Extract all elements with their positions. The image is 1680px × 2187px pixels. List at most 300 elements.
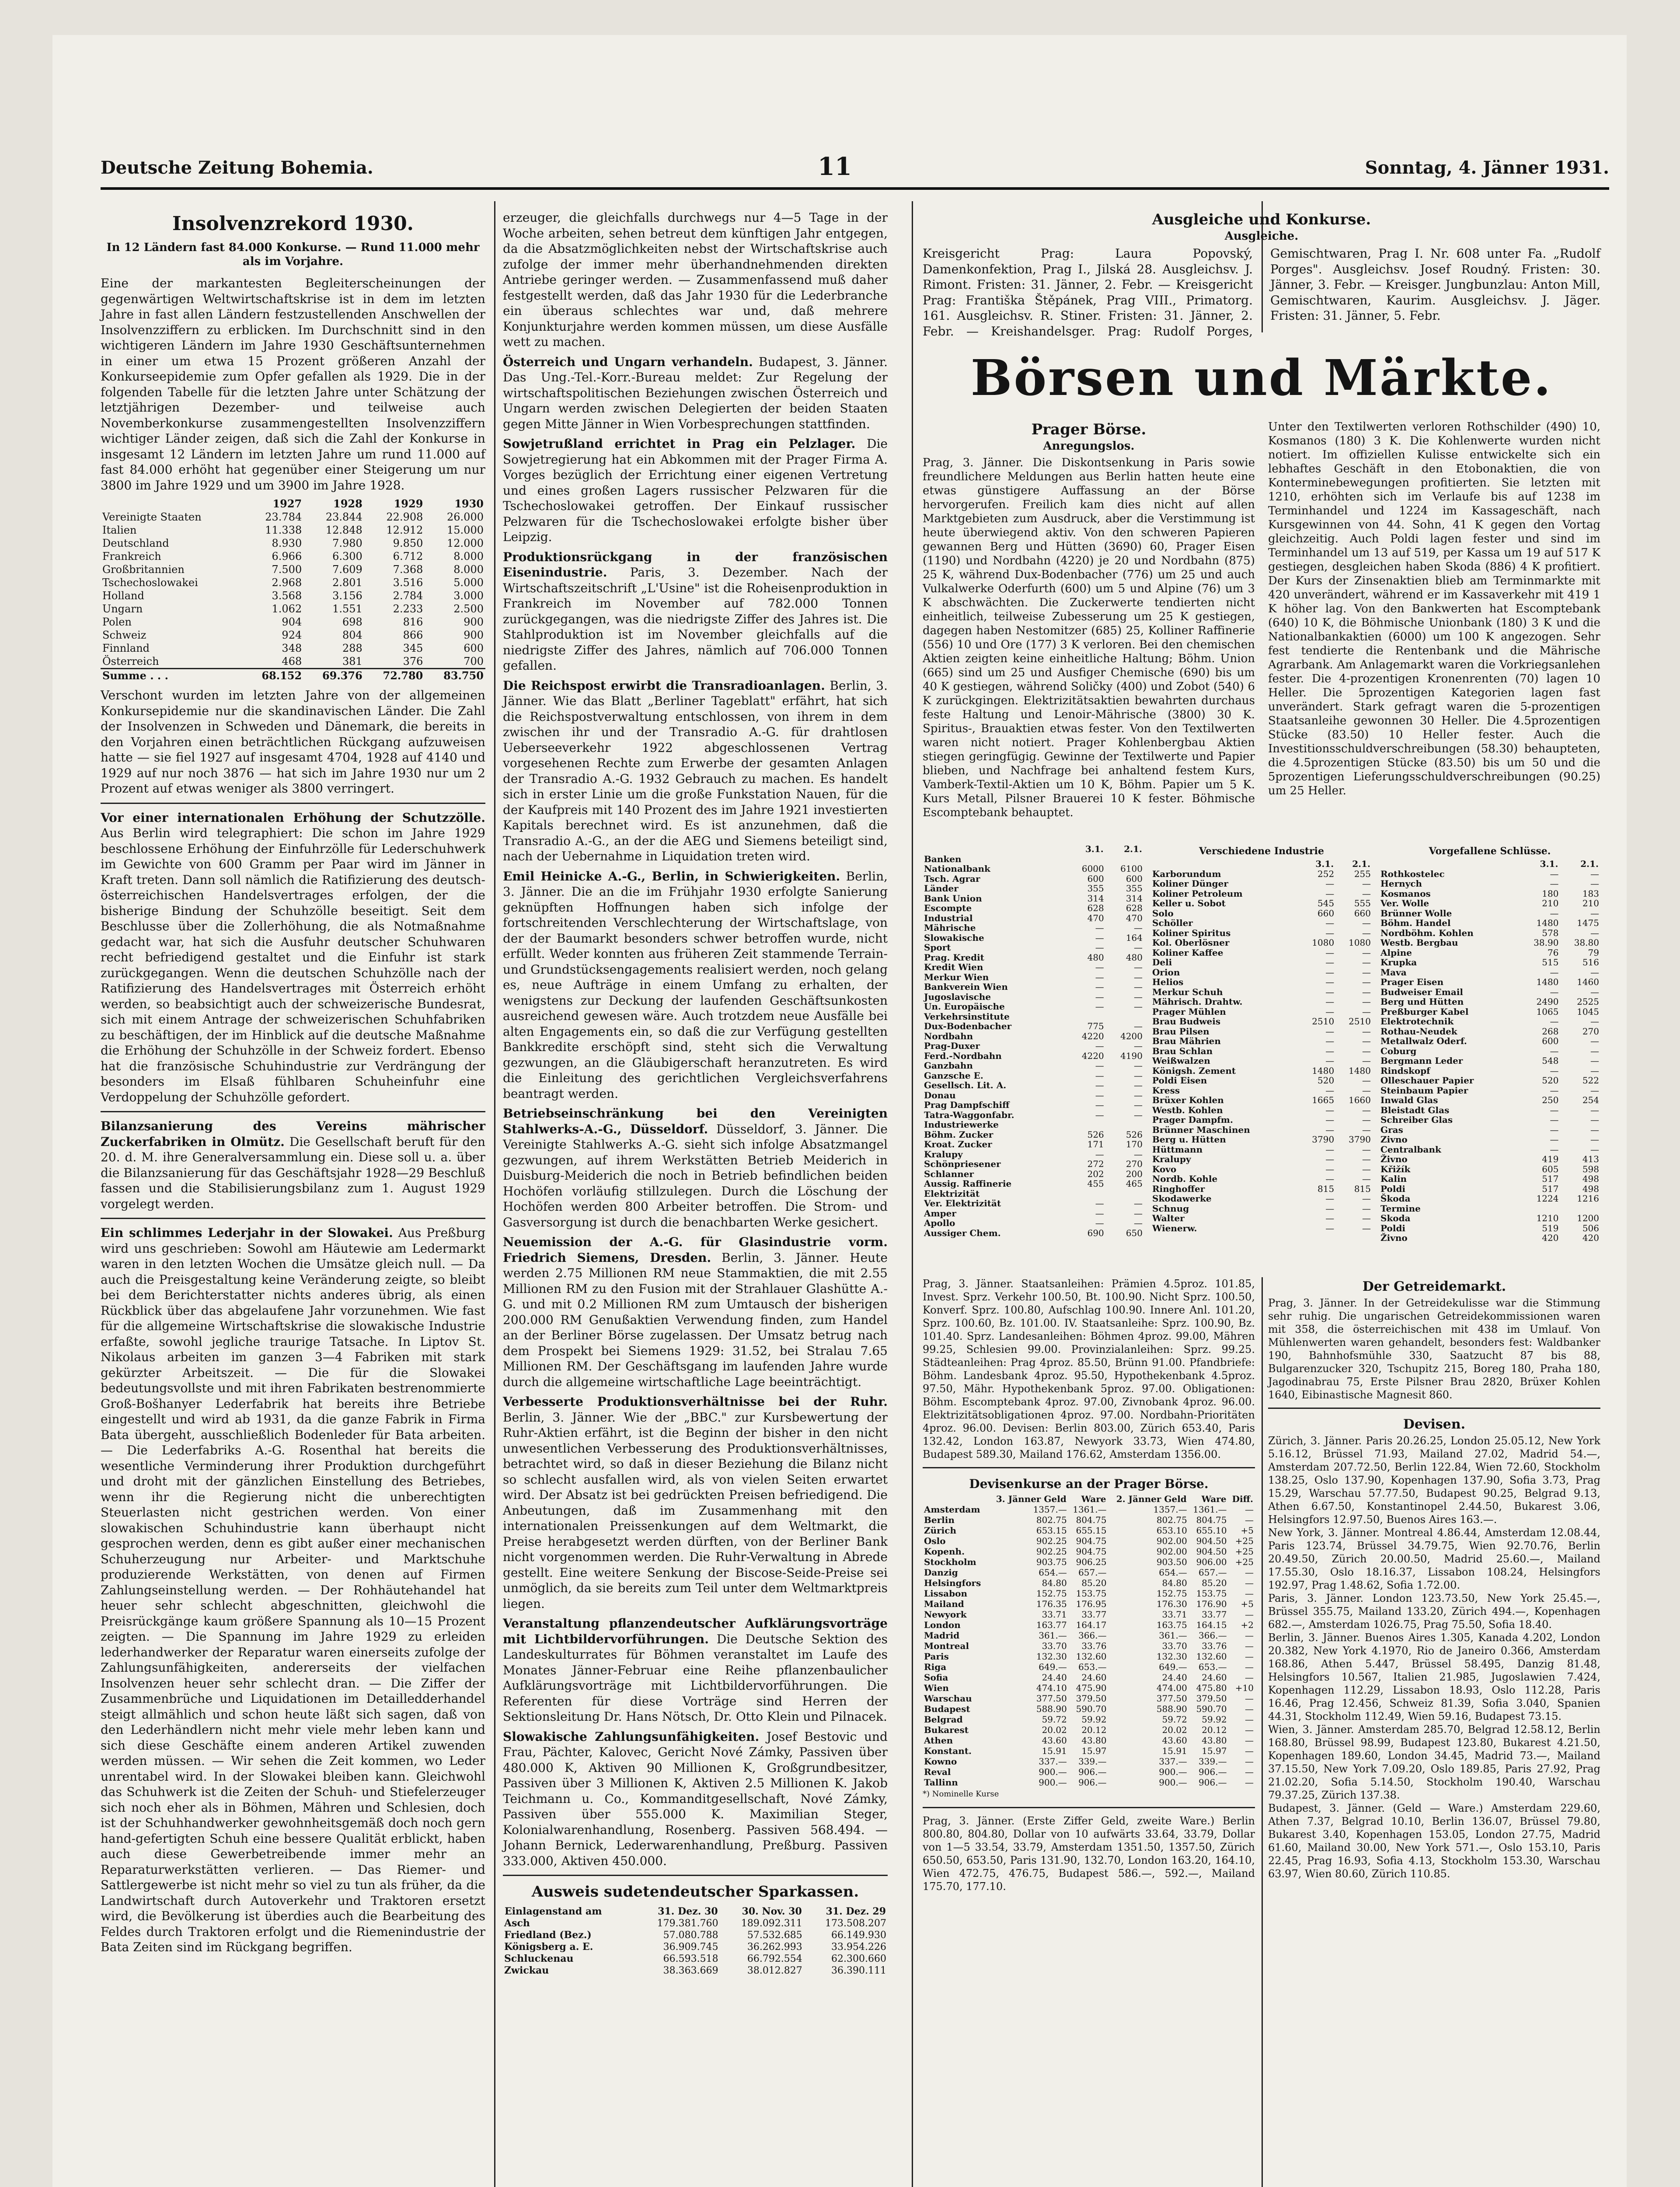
stock-table-banks	[923, 844, 1144, 1238]
table-cell: —	[1590, 967, 1599, 978]
article-paragraph: Prag, 3. Jänner. Die Diskontsenkung in Paris sowie freundlichere Meldungen aus Berlin hatten heute eine etwas günstigere Auffassung an der Börse hervorgerufen. Freilich kam dies nicht auf allen Marktgebieten zum Ausdruck, aber die Verstimmung ist heute überwiegend aktiv. Von den schweren Papieren gewannen Berg und Hütten (3690) 60, Prager Eisen (1190) und Nordbahn (4220) je 20 und Nordbahn (875) 25 K, während Dux-Bodenbacher (776) um 25 und auch Vulkalwerke Oderfurth (600) um 5 und Alpine (76) um 3 K abschwächten. Die Zuckerwerte tendierten nicht einheitlich, teilweise Zubesserung um 25 K gestiegen, dagegen haben Nestomitzer (685) 25, Kolliner Raffinerie (556) 10 und Ore (177) 3 K verloren. Bei den chemischen Aktien zeigten keine einheitliche Haltung; Böhm. Union (665) sind um 25 und Ausfiger Chemische (690) bis um 40 K gestiegen, während Soličky (400) und Zobot (540) 6 K zurückgingen. Elektrizitätsaktien bewahrten durchaus feste Haltung und Lenoir-Mährische (3800) 30 K. Spiritus-, Brauaktien etwas fester. Von den Textilwerten waren nicht notiert. Prager Kohlenbergbau Aktien stiegen geringfügig. Gewinne der Textilwerte und Papier blieben, und Nachfrage bei anhaltend festem Kurs, Vamberk-Textil-Aktien um 10 K, Böhm. Papier um 5 K. Kurs Metall, Pilsner Brauerei 10 K fester. Böhmische Escomptebank behauptet.	[923, 456, 1255, 819]
row-label: Newyork	[924, 1609, 967, 1620]
table-row	[923, 1090, 1144, 1100]
section-title: Der Getreidemarkt.	[1362, 1279, 1506, 1294]
table-cell: —	[1095, 1080, 1104, 1090]
sparkassen-table	[503, 1906, 888, 1977]
article-paragraph: Zürich, 3. Jänner. Paris 20.26.25, London 25.05.12, New York 5.16.12, Brüssel 71.93, Mailand 27.02, Madrid 54.—, Amsterdam 207.72.50, Berlin 122.84, Wien 72.60, Stockholm 138.25, Oslo 137.90, Kopenhagen 137.90, Sofia 3.73, Prag 15.29, Warschau 57.77.50, Budapest 90.25, Belgrad 9.13, Athen 6.67.50, Konstantinopel 2.44.50, Bukarest 3.06, Helsingfors 12.97.50, Buenos Aires 163.—. New York, 3. Jänner. Montreal 4.86.44, Amsterdam 12.08.44, Paris 123.74, Brüssel 34.79.75, Wien 92.70.76, Berlin 20.49.50, Zürich 20.00.50, Madrid 25.60.—, Mailand 17.55.30, Oslo 18.16.37, Lissabon 108.24, Helsingfors 192.97, Prag 1.48.62, Sofia 1.72.00. Paris, 3. Jänner. London 123.73.50, New York 25.45.—, Brüssel 355.75, Mailand 133.20, Zürich 494.—, Kopenhagen 682.—, Amsterdam 1026.75, Prag 75.50, Sofia 18.40. Berlin, 3. Jänner. Buenos Aires 1.305, Kanada 4.202, London 20.382, New York 4.1970, Rio de Janeiro 0.366, Amsterdam 168.86, Athen 5.447, Brüssel 58.495, Danzig 81.48, Helsingfors 10.567, Italien 21.985, Jugoslawien 7.424, Kopenhagen 112.29, Lissabon 18.93, Oslo 112.28, Paris 16.46, Prag 12.456, Schweiz 81.39, Sofia 3.040, Spanien 44.31, Stockholm 112.49, Wien 59.16, Budapest 73.15. Wien, 3. Jänner. Amsterdam 285.70, Belgrad 12.58.12, Berlin 168.80, Brüssel 98.99, Budapest 123.80, Bukarest 4.21.50, Kopenhagen 189.60, London 34.45, Madrid 73.—, Mailand 37.15.50, New York 7.09.20, Oslo 189.85, Paris 27.92, Prag 21.02.20, Sofia 5.14.50, Stockholm 190.40, Warschau 79.37.25, Zürich 137.38. Budapest, 3. Jänner. (Geld — Ware.) Amsterdam 229.60, Athen 7.37, Belgrad 10.10, Berlin 136.07, Brüssel 79.80, Bukarest 3.40, Kopenhagen 153.05, London 27.75, Madrid 61.60, Mailand 30.00, New York 571.—, Oslo 153.10, Paris 22.45, Prag 16.93, Sofia 4.13, Stockholm 153.30, Warschau 63.97, Wien 80.60, Zürich 110.85.	[1268, 1435, 1600, 1880]
table-row	[923, 1525, 1255, 1536]
table-cell: 171	[1087, 1139, 1104, 1149]
column-header	[923, 844, 1067, 854]
grain-and-fx-block	[1268, 1277, 1600, 1885]
table-cell: 520	[1542, 1075, 1559, 1086]
table-cell: —	[1325, 888, 1335, 899]
table-row	[1379, 908, 1600, 919]
row-label: Österreich	[102, 655, 159, 667]
row-label: Asch	[504, 1918, 530, 1929]
table-cell: 545	[1318, 898, 1335, 908]
table-cell: —	[1095, 1070, 1104, 1081]
row-label: Weißwalzen	[1152, 1055, 1210, 1066]
table-cell: 164.17	[1076, 1620, 1107, 1630]
table-cell: —	[1325, 1213, 1335, 1223]
table-cell: —	[1134, 1100, 1143, 1110]
row-label: Brünner Maschinen	[1152, 1124, 1250, 1135]
row-label: Helsingfors	[924, 1578, 981, 1588]
article-paragraph: Die Sowjetregierung hat ein Abkommen mit der Prager Firma A. Vorges bezüglich der Errichtung einer eigenen Vertretung und eines großen Lagers russischer Pelzwaren für die Tschechoslowakei getroffen. Der Einkauf russischer Pelzwaren für die Tschechoslowakei erfolgte bisher über Leipzig.	[503, 437, 888, 544]
section-divider	[101, 1218, 485, 1219]
table-header-row	[923, 1494, 1255, 1504]
row-label: Skoda	[1380, 1213, 1411, 1223]
table-cell: —	[1325, 1163, 1335, 1174]
table-cell: 12.848	[325, 524, 362, 536]
table-cell: 2.233	[393, 603, 423, 615]
table-cell: —	[1245, 1662, 1254, 1672]
table-cell: 59.72	[1042, 1714, 1067, 1725]
table-row	[1151, 1164, 1372, 1174]
table-cell: 79	[1588, 947, 1599, 958]
table-cell: —	[1095, 1041, 1104, 1051]
row-label: Rothau-Neudek	[1380, 1026, 1457, 1037]
row-label: Deutschland	[102, 537, 169, 549]
table-row	[1379, 1036, 1600, 1046]
table-cell: 8.000	[453, 550, 484, 562]
table-cell: 804.75	[1196, 1515, 1227, 1525]
row-label: Bleistadt Glas	[1380, 1104, 1450, 1115]
table-cell: —	[1095, 922, 1104, 933]
table-row	[923, 894, 1144, 904]
table-cell: —	[1362, 878, 1371, 889]
row-label: Kredit Wien	[924, 962, 983, 972]
table-row	[503, 1953, 888, 1965]
table-cell: 38.363.669	[663, 1965, 718, 1976]
table-cell: 33.70	[1162, 1641, 1187, 1651]
table-cell: 38.012.827	[747, 1965, 802, 1976]
column-header: Ware	[1201, 1494, 1227, 1504]
section-divider	[101, 803, 485, 804]
table-cell: —	[1325, 1036, 1335, 1046]
row-label: Italien	[102, 524, 137, 536]
table-cell: 3.000	[453, 590, 484, 602]
row-label: Alpine	[1380, 947, 1412, 958]
row-label: Ringhoffer	[1152, 1183, 1205, 1194]
table-cell: 1200	[1577, 1213, 1599, 1223]
table-cell: —	[1550, 1016, 1559, 1027]
table-cell: —	[1325, 1174, 1335, 1184]
table-cell: 475.80	[1196, 1683, 1227, 1693]
table-row	[1379, 1164, 1600, 1174]
row-label: Kovo	[1152, 1163, 1177, 1174]
table-cell: 2490	[1536, 996, 1559, 1007]
table-cell: 8.000	[453, 563, 484, 576]
section-divider	[101, 1111, 485, 1112]
section-title: Ausgleiche und Konkurse.	[1152, 211, 1371, 228]
table-cell: 924	[282, 629, 302, 641]
table-cell: 653.10	[1156, 1525, 1187, 1536]
column-header	[101, 497, 243, 510]
table-row	[1151, 1076, 1372, 1086]
table-cell: 5.000	[453, 576, 484, 589]
row-label: Stockholm	[924, 1557, 976, 1567]
table-cell: 33.71	[1162, 1609, 1187, 1620]
table-row	[923, 1110, 1144, 1120]
table-cell: 152.75	[1156, 1588, 1187, 1599]
row-label: Konstant.	[924, 1746, 972, 1756]
table-cell: —	[1095, 962, 1104, 972]
table-cell: 183	[1582, 888, 1599, 899]
table-cell: 815	[1318, 1183, 1335, 1194]
table-cell: 2.784	[393, 590, 423, 602]
table-cell: 59.72	[1162, 1714, 1187, 1725]
table-row	[923, 1672, 1255, 1683]
article-paragraph: Budapest, 3. Jänner. Das Ung.-Tel.-Korr.-Bureau meldet: Zur Regelung der wirtschaftspolitischen Beziehungen zwischen Österreich und Ungarn werden zwischen Delegierten der beiden Staaten gegen Mitte Jänner in Wien Vorbesprechungen stattfinden.	[503, 354, 888, 431]
table-cell: 68.152	[243, 669, 304, 683]
row-label: Ganzbahn	[924, 1060, 973, 1071]
table-cell: 802.75	[1156, 1515, 1187, 1525]
table-cell: —	[1095, 991, 1104, 1002]
sparkassen-title: Ausweis sudetendeutscher Sparkassen.	[531, 1883, 859, 1901]
table-row	[923, 1228, 1144, 1238]
table-header-row	[503, 1906, 888, 1918]
table-row	[923, 1100, 1144, 1110]
table-cell: 66.149.930	[831, 1930, 886, 1941]
section-title: Prager Börse.	[1031, 421, 1147, 438]
table-cell: 33.70	[1042, 1641, 1067, 1651]
table-cell: —	[1134, 1070, 1143, 1081]
row-label: Preßburger Kabel	[1380, 1006, 1469, 1017]
table-cell: —	[1325, 1144, 1335, 1155]
table-cell: 904.75	[1076, 1546, 1107, 1557]
table-cell: 20.02	[1042, 1725, 1067, 1735]
section-title: Die Reichspost erwirbt die Transradioanlagen.	[503, 678, 825, 693]
table-cell: —	[1095, 932, 1104, 943]
table-cell: 2.500	[453, 603, 484, 615]
markets-title-block	[923, 350, 1600, 407]
row-label: Prag. Kredit	[924, 952, 984, 963]
table-cell: 2.801	[332, 576, 362, 589]
row-label: Elektrotechnik	[1380, 1016, 1454, 1027]
row-label: Rindskopf	[1380, 1065, 1430, 1076]
table-row	[1151, 1174, 1372, 1184]
row-label: Nordböhm. Kohlen	[1380, 927, 1474, 938]
table-row	[101, 642, 485, 655]
row-label: Kralupy	[924, 1149, 963, 1160]
table-cell: 517	[1542, 1174, 1559, 1184]
table-cell: —	[1095, 1001, 1104, 1012]
article-paragraph: Berlin, 3. Jänner. Wie das Blatt „Berliner Tageblatt" erfährt, hat sich die Reichspostverwaltung entschlossen, von ihrem in dem zwischen ihr und der Transradio A.-G. für drahtlosen Ueberseeverkehr 1922 abgeschlossenen Vertrag vorgesehenen Rechte zum Erwerbe der gesamten Anlagen der Transradio A.-G. 1932 Gebrauch zu machen. Es handelt sich in erster Linie um die große Funkstation Nauen, für die der Kaufpreis mit 140 Prozent des im Jahre 1921 investierten Kapitals berechnet wird. Es ist anzunehmen, daß die Transradio A.-G., an der die AEG und Siemens beteiligt sind, nach der Uebernahme in Liquidation treten wird.	[503, 678, 888, 863]
table-cell: —	[1325, 996, 1335, 1007]
table-cell: 2510	[1312, 1016, 1335, 1027]
table-cell: 379.50	[1076, 1693, 1107, 1704]
table-cell: —	[1325, 1085, 1335, 1096]
row-label: Koliner Spiritus	[1152, 927, 1231, 938]
table-cell: —	[1095, 1109, 1104, 1120]
table-cell: 653.15	[1036, 1525, 1067, 1536]
table-row	[923, 1515, 1255, 1525]
table-row	[1379, 928, 1600, 938]
table-cell: —	[1590, 1055, 1599, 1066]
table-cell: —	[1590, 1124, 1599, 1135]
table-row	[1379, 1135, 1600, 1145]
row-label: Krupka	[1380, 957, 1417, 968]
row-label: Summe . . .	[101, 669, 243, 683]
table-row	[923, 1683, 1255, 1693]
table-cell: 4220	[1081, 1031, 1104, 1041]
row-label: Belgrad	[924, 1714, 963, 1725]
table-cell: 628	[1087, 903, 1104, 913]
table-cell: 43.80	[1202, 1735, 1227, 1746]
table-cell	[1105, 1012, 1144, 1022]
table-cell: 655.15	[1076, 1525, 1107, 1536]
row-label: Dux-Bodenbacher	[924, 1021, 1012, 1031]
row-label: Coburg	[1380, 1045, 1417, 1056]
table-cell: 653.—	[1199, 1662, 1227, 1672]
devisen-table	[923, 1494, 1255, 1788]
page-number: 11	[818, 152, 852, 181]
table-cell: 1080	[1312, 937, 1335, 948]
table-cell: 57.080.788	[663, 1930, 718, 1941]
article-paragraph: Aus Preßburg wird uns geschrieben: Sowohl am Häutewie am Ledermarkt waren in den letzten Wochen die Umsätze gleich null. — Da auch die Preisgestaltung keine Veränderung zeigte, so bleibt bei dem Berichterstatter nichts anderes übrig, als einen Rückblick über das abgelaufene Jahr vorzunehmen. Wie fast für die allgemeine Wirtschaftskrise die slowakische Industrie erfaßte, sowohl jegliche traurige Tatsache. In Liptov St. Nikolaus arbeiten im ganzen 3—4 Fabriken mit stark gekürzter Arbeitszeit. — Die für die Slowakei bedeutungsvollste und mit ihren Fabrikaten bestrenommierte Groß-Bošhanyer Lederfabrik hat bereits ihre Betriebe eingestellt und wird ab 1931, da die ganze Fabrik in Firma Bata übergeht, ausschließlich Bodenleder für Bata arbeiten. — Die Lederfabriks A.-G. Rosenthal hat bereits die wesentliche Verminderung ihrer Produktion durchgeführt und droht mit der gänzlichen Einstellung des Betriebes, wenn ihr die Regierung nicht die unberechtigten Steuerlasten nicht gestrichen werden. Von einer slowakischen Schuhindustrie kann überhaupt nicht gesprochen werden, denn es gibt außer einer mechanischen Schuherzeugung nur Arbeiter- und Marktschuhe produzierende Werkstätten, von denen auf Firmen Zahlungseinstellung werden. — Der Rohhäutehandel hat heuer sehr schlecht abgeschnitten, gleichwohl die Preisrückgänge kaum größere Spannung als 10—15 Prozent zeigten. — Die Spannung im Jahre 1929 zu erleiden lederhandwerker der Reparatur waren einerseits zufolge der Zahlungsunfähigkeiten, andererseits der vielfachen Insolvenzen heuer sehr schlecht dran. — Die Ziffer der Zusammenbrüche und Liquidationen im Detailledderhandel steigt allmählich und schon heute läßt sich sagen, daß von den Lederhändlern nicht mehr viele mehr leben kann und sich diese Geschäfte einem anderen Artikel zuwenden werden müssen. — Wir sehen die Zeit kommen, wo Leder unrentabel wird. In der Slowakei bleiben kann. Gleichwohl das Schuhwerk ist die Zeiten der Schuh- und Stiefelerzeuger sich noch eher als in Böhmen, Mähren und Schlesien, doch ist der Schuhhandwerker gewohnheitsgemäß doch noch gern hand-gefertigten Schuh eine bessere Qualität erblickt, haben auch diese Gewerbetreibende immer mehr an Reparaturwerkstätten verlieren. — Das Riemer- und Sattlergewerbe ist nicht mehr so viel zu tun als früher, da die Landwirtschaft durch Autoverkehr und Traktoren ersetzt wird, die Bevölkerung ist überdies auch die Bearbeitung des Feldes durch Traktoren erfolgt und die Riemenindustrie der Bata Zeiten sind im Rückgang begriffen.	[101, 1226, 485, 1954]
table-cell: 36.909.745	[663, 1942, 718, 1953]
table-cell: +10	[1235, 1683, 1254, 1693]
table-cell: 381	[342, 655, 362, 667]
table-cell: 20.02	[1162, 1725, 1187, 1735]
table-cell: 66.792.554	[747, 1953, 802, 1964]
section-title: Verbesserte Produktionsverhältnisse bei der Ruhr.	[503, 1394, 888, 1409]
row-label: Bank Union	[924, 893, 982, 904]
table-cell: 210	[1582, 898, 1599, 908]
table-row	[1379, 898, 1600, 908]
table-row	[923, 953, 1144, 963]
row-label: Schlanner	[924, 1168, 974, 1179]
table-cell: 176.35	[1036, 1599, 1067, 1609]
table-cell: 20.12	[1081, 1725, 1107, 1735]
row-label: Prager Eisen	[1380, 977, 1444, 987]
table-cell: +25	[1235, 1536, 1254, 1546]
section-title: Neuemission der A.-G. für Glasindustrie vorm. Friedrich Siemens, Dresden.	[503, 1235, 888, 1265]
article-paragraph: erzeuger, die gleichfalls durchwegs nur 4—5 Tage in der Woche arbeiten, sehen betreut dem künftigen Jahr entgegen, da die Absatzmöglichkeiten nebst der Wirtschaftskrise auch zufolge der immer mehr überhandnehmenden direkten Antriebe geringer werden. — Zusammenfassend muß daher festgestellt werden, daß das Jahr 1930 für die Lederbranche ein überaus schlechtes war und, daß mehrere Konjunkturjahre werden kommen müssen, um diese Ausfälle wett zu machen.	[503, 210, 888, 349]
article-paragraph: Aus Berlin wird telegraphiert: Die schon im Jahre 1929 beschlossene Erhöhung der Einfuhrzölle für Lederschuhwerk im Gewichte von 600 Gramm per Paar wird im Jänner in Kraft treten. Dann soll nämlich die Ratifizierung des deutsch-österreichischen Handelsvertrages erfolgen, der die bisherige Bindung der Schuhzölle beseitigt. Seit dem Beschlusse über die Zollerhöhung, die als Notmaßnahme gedacht war, hat sich die Ausfuhr deutscher Schuhwaren recht befriedigend gestaltet und die Einfuhr ist stark zurückgegangen. Wenn die deutschen Schuhzölle nach der Ratifizierung des Handelsvertrages mit Österreich erhöht werden, so beabsichtigt auch der schweizerische Bundesrat, sich mit einem Antrage der schweizerischen Schuhfabriken zu beschäftigen, der im Hinblick auf die deutsche Maßnahme die Erhöhung der Schuhzölle in der Schweiz fordert. Ebenso hat die französische Schuhindustrie zur Verdrängung der besonders im Elsaß fühlbaren Schuheinfuhr eine Verdoppelung der Schuhzölle gefordert.	[101, 826, 485, 1104]
row-label: Termine	[1380, 1203, 1421, 1214]
table-cell: 660	[1318, 908, 1335, 919]
row-label: Bergmann Leder	[1380, 1055, 1463, 1066]
table-cell: 250	[1542, 1095, 1559, 1105]
table-cell: 455	[1087, 1178, 1104, 1189]
table-cell: —	[1245, 1651, 1254, 1662]
table-cell: —	[1095, 1218, 1104, 1228]
table-cell: 1660	[1349, 1095, 1371, 1105]
table-row	[923, 903, 1144, 913]
column-1	[101, 210, 485, 1960]
table-cell: —	[1550, 1134, 1559, 1145]
table-cell: 33.77	[1081, 1609, 1107, 1620]
article-paragraph: Die Gesellschaft beruft für den 20. d. M. ihre Generalversammlung ein. Diese soll u. a. über die Bilanzsanierung für das Geschäftsjahr 1928—29 Beschluß fassen und die Stabilisierungsbilanz zum 1. August 1929 vorgelegt werden.	[101, 1134, 485, 1211]
table-cell: 345	[403, 642, 423, 654]
row-label: Tallinn	[924, 1777, 958, 1788]
table-cell: 506	[1582, 1223, 1599, 1233]
table-cell: —	[1134, 1041, 1143, 1051]
table-row	[1151, 987, 1372, 997]
table-cell: —	[1095, 1100, 1104, 1110]
table-row	[923, 1002, 1144, 1012]
table-cell: 470	[1087, 912, 1104, 923]
table-cell: 69.376	[303, 669, 364, 683]
article-subtitle: In 12 Ländern fast 84.000 Konkurse. — Rund 11.000 mehr als im Vorjahre.	[106, 241, 480, 268]
table-cell: —	[1134, 971, 1143, 982]
table-cell: —	[1134, 942, 1143, 953]
table-cell: 1480	[1536, 918, 1559, 928]
table-cell	[1105, 1189, 1144, 1199]
column-header: 1930	[454, 497, 484, 510]
table-row	[1379, 1174, 1600, 1184]
table-cell: 517	[1542, 1183, 1559, 1194]
section-divider	[923, 1807, 1255, 1808]
prague-exchange-block	[923, 420, 1600, 824]
table-row	[1379, 997, 1600, 1007]
table-cell: 906.00	[1196, 1557, 1227, 1567]
row-label: Danzig	[924, 1567, 958, 1578]
table-row	[1379, 1066, 1600, 1076]
row-label: Vereinigte Staaten	[102, 511, 202, 523]
article-paragraph: Berlin, 3. Jänner. Die an die im Frühjahr 1930 erfolgte Sanierung geknüpften Hoffnungen haben sich infolge der fortschreitenden Verschlechterung der Wirtschaftslage, von der der Baumarkt besonders schwer betroffen wurde, nicht erfüllt. Weder konnten aus früheren Zeit stammende Terrain- und Grundstücksengagements realisiert werden, noch gelang es, neue Aufträge in einem Umfang zu erhalten, der wenigstens zur Deckung der laufenden Geschäftsunkosten ausreichend gewesen wäre. Auch trotzdem neue Ausfälle bei alten Engagements ein, so daß die zur Verfügung gestellten Bankkredite erschöpft sind, steht sich die Verwaltung gezwungen, an die Gläubigerschaft heranzutreten. Es wird die Einleitung des gerichtlichen Vergleichsverfahrens beantragt werden.	[503, 869, 888, 1101]
table-cell: 15.97	[1202, 1746, 1227, 1756]
row-label: Koliner Dünger	[1152, 878, 1228, 889]
table-cell: 4220	[1081, 1050, 1104, 1061]
row-label: Steinbaum Papier	[1380, 1085, 1468, 1096]
table-cell: 314	[1087, 893, 1104, 904]
table-row	[1151, 879, 1372, 889]
table-cell: —	[1134, 1060, 1143, 1071]
table-cell: 314	[1126, 893, 1143, 904]
table-row	[923, 1662, 1255, 1672]
table-cell: +5	[1241, 1599, 1254, 1609]
table-cell: —	[1095, 1090, 1104, 1100]
table-cell: —	[1325, 986, 1335, 997]
table-row	[923, 972, 1144, 982]
table-row	[101, 524, 485, 537]
table-row	[923, 1714, 1255, 1725]
table-cell: —	[1325, 927, 1335, 938]
table-cell: —	[1362, 1055, 1371, 1066]
table-row	[923, 1130, 1144, 1140]
table-row	[923, 1189, 1144, 1199]
table-cell: 1665	[1312, 1095, 1335, 1105]
article-paragraph: Die Deutsche Sektion des Landeskulturrates für Böhmen veranstaltet im Laufe des Monates Jänner-Februar eine Reihe pflanzenbaulicher Aufklärungsvorträge mit Lichtbildervorführungen. Die Referenten für diese Vorträge sind Herren der Sektionsleitung Dr. Hans Nötsch, Dr. Otto Klein und Pilnacek.	[503, 1632, 888, 1724]
table-cell: +25	[1235, 1557, 1254, 1567]
table-cell: 515	[1542, 957, 1559, 968]
row-label: Hüttmann	[1152, 1144, 1203, 1155]
table-row	[1151, 1125, 1372, 1135]
row-label: Budweiser Email	[1380, 986, 1464, 997]
table-row	[923, 1693, 1255, 1704]
table-footnote: *) Nominelle Kurse	[923, 1789, 999, 1799]
column-divider	[494, 201, 495, 2187]
table-cell: —	[1134, 982, 1143, 992]
column-divider	[912, 201, 913, 2187]
table-cell: —	[1325, 918, 1335, 928]
table-row	[923, 1149, 1144, 1160]
table-cell: 200	[1126, 1168, 1143, 1179]
row-label: Křižík	[1380, 1163, 1411, 1174]
table-cell: 379.50	[1196, 1693, 1227, 1704]
row-label: Ver. Wolle	[1380, 898, 1429, 908]
table-cell: —	[1245, 1767, 1254, 1777]
table-cell: —	[1590, 1134, 1599, 1145]
table-cell: 519	[1542, 1223, 1559, 1233]
row-label: Industriewerke	[924, 1119, 999, 1130]
column-divider	[1262, 1277, 1263, 2187]
row-label: Tatra-Waggonfabr.	[924, 1109, 1014, 1120]
table-cell: —	[1362, 1036, 1371, 1046]
table-row	[923, 1080, 1144, 1090]
row-label: Schnug	[1152, 1203, 1189, 1214]
table-cell: 600	[1087, 873, 1104, 884]
article-paragraph: Josef Bestovic und Frau, Pächter, Kalovec, Gericht Nové Zámky, Passiven über 480.000 K, Aktiven 90 Millionen K, Großgrundbesitzer, Passiven über 3 Millionen K, Aktiven 2.5 Millionen K. Jakob Teichmann u. Co., Kommanditgesellschaft, Nové Zámky, Passiven über 555.000 K. Maximilian Steger, Kolonialwarenhandlung, Rosenberg. Passiven 568.494. — Johann Bernick, Lederwarenhandlung, Preßburg. Passiven 333.000, Aktiven 450.000.	[503, 1729, 888, 1868]
table-row	[923, 1051, 1144, 1061]
table-cell: 59.92	[1081, 1714, 1107, 1725]
table-row	[1379, 1046, 1600, 1056]
table-cell: 153.75	[1076, 1588, 1107, 1599]
table-row	[1151, 1135, 1372, 1145]
row-label: Mava	[1380, 967, 1407, 978]
row-label: Frankreich	[102, 550, 161, 562]
section-title: Sowjetrußland errichtet in Prag ein Pelzlager.	[503, 437, 856, 451]
table-row	[1151, 1056, 1372, 1066]
table-cell: —	[1245, 1693, 1254, 1704]
table-row	[101, 576, 485, 589]
table-row	[101, 602, 485, 615]
row-label: Jugoslavische	[924, 991, 991, 1002]
table-cell: 170	[1126, 1139, 1143, 1149]
table-cell: 15.91	[1162, 1746, 1187, 1756]
table-row	[1151, 889, 1372, 899]
table-cell: 268	[1542, 1026, 1559, 1037]
table-cell: 902.00	[1156, 1546, 1187, 1557]
table-row	[101, 550, 485, 563]
table-row	[1151, 1204, 1372, 1214]
table-cell: 475.90	[1076, 1683, 1107, 1693]
row-label: London	[924, 1620, 961, 1630]
table-cell: 1361.—	[1193, 1504, 1227, 1515]
table-cell	[1105, 854, 1144, 864]
table-cell: 588.90	[1156, 1704, 1187, 1714]
table-cell: —	[1590, 868, 1599, 879]
table-cell: 660	[1354, 908, 1371, 919]
row-label: Kralupy	[1152, 1154, 1191, 1164]
table-cell: —	[1245, 1746, 1254, 1756]
table-cell: —	[1550, 908, 1559, 919]
table-cell: 474.00	[1156, 1683, 1187, 1693]
table-cell: 902.00	[1156, 1536, 1187, 1546]
table-row	[923, 1218, 1144, 1228]
table-row	[1379, 948, 1600, 958]
table-row	[1379, 957, 1600, 968]
table-cell: 43.60	[1042, 1735, 1067, 1746]
table-cell: 1.062	[272, 603, 302, 615]
article-paragraph: Unter den Textilwerten verloren Rothschilder (490) 10, Kosmanos (180) 3 K. Die Kohlenwerte wurden nicht notiert. Im offiziellen Kulisse entwickelte sich ein lebhaftes Geschäft in den Etobonaktien, die von Konterminebewegungen profitierten. Sie letzten mit 1210, erhöhten sich im Verlaufe bis auf 1238 im Terminhandel und 1224 im Kassageschäft, nach Kursgewinnen von 44. Sohn, 41 K gegen den Vortag gleichzeitig. Auch Poldi lagen fester und sind im Terminhandel um 13 auf 519, per Kassa um 19 auf 517 K gestiegen, desgleichen haben Skoda (886) 4 K profitiert. Der Kurs der Zinsenaktien blieb am Terminmarkte mit 420 unverändert, während er im Kassaverkehr mit 419 1 K höher lag. Von den Bankwerten hat Escomptebank (640) 10 K, die Böhmische Unionbank (180) 3 K und die Nationalbankaktien (6000) um 100 K angezogen. Sehr fest tendierte die Rentenbank und die Mährische Agrarbank. Am Anlagemarkt waren die Vorkriegsanlehen fester. Die 4-prozentigen Kronenrenten (70) lagen 10 Heller. Die 5prozentigen Kategorien lagen fast unverändert. Stark gefragt waren die 5-prozentigen Staatsanleihe gewonnen 30 Heller. Die 4.5prozentigen Stücke (83.50) 10 Heller fester. Auch die Investitionsschuldverschreibungen (58.30) behaupteten, die 4.5prozentigen Stücke (83.50) bis um 50 und die 5prozentigen Lieferungsschuldverschreibungen (90.25) um 25 Heller.	[1268, 420, 1600, 797]
table-cell: —	[1134, 1149, 1143, 1160]
row-label: Mährische	[924, 922, 976, 933]
column-header: 31. Dez. 29	[826, 1906, 886, 1917]
row-label: Koliner Petroleum	[1152, 888, 1243, 899]
table-cell: —	[1325, 1193, 1335, 1204]
row-label: Poldi	[1380, 1223, 1406, 1233]
table-cell: 24.60	[1081, 1672, 1107, 1683]
row-label: Großbritannien	[102, 563, 185, 576]
table-cell: 179.381.760	[657, 1918, 718, 1929]
table-cell: 1460	[1577, 977, 1599, 987]
table-row	[101, 615, 485, 629]
table-row	[1379, 1115, 1600, 1125]
